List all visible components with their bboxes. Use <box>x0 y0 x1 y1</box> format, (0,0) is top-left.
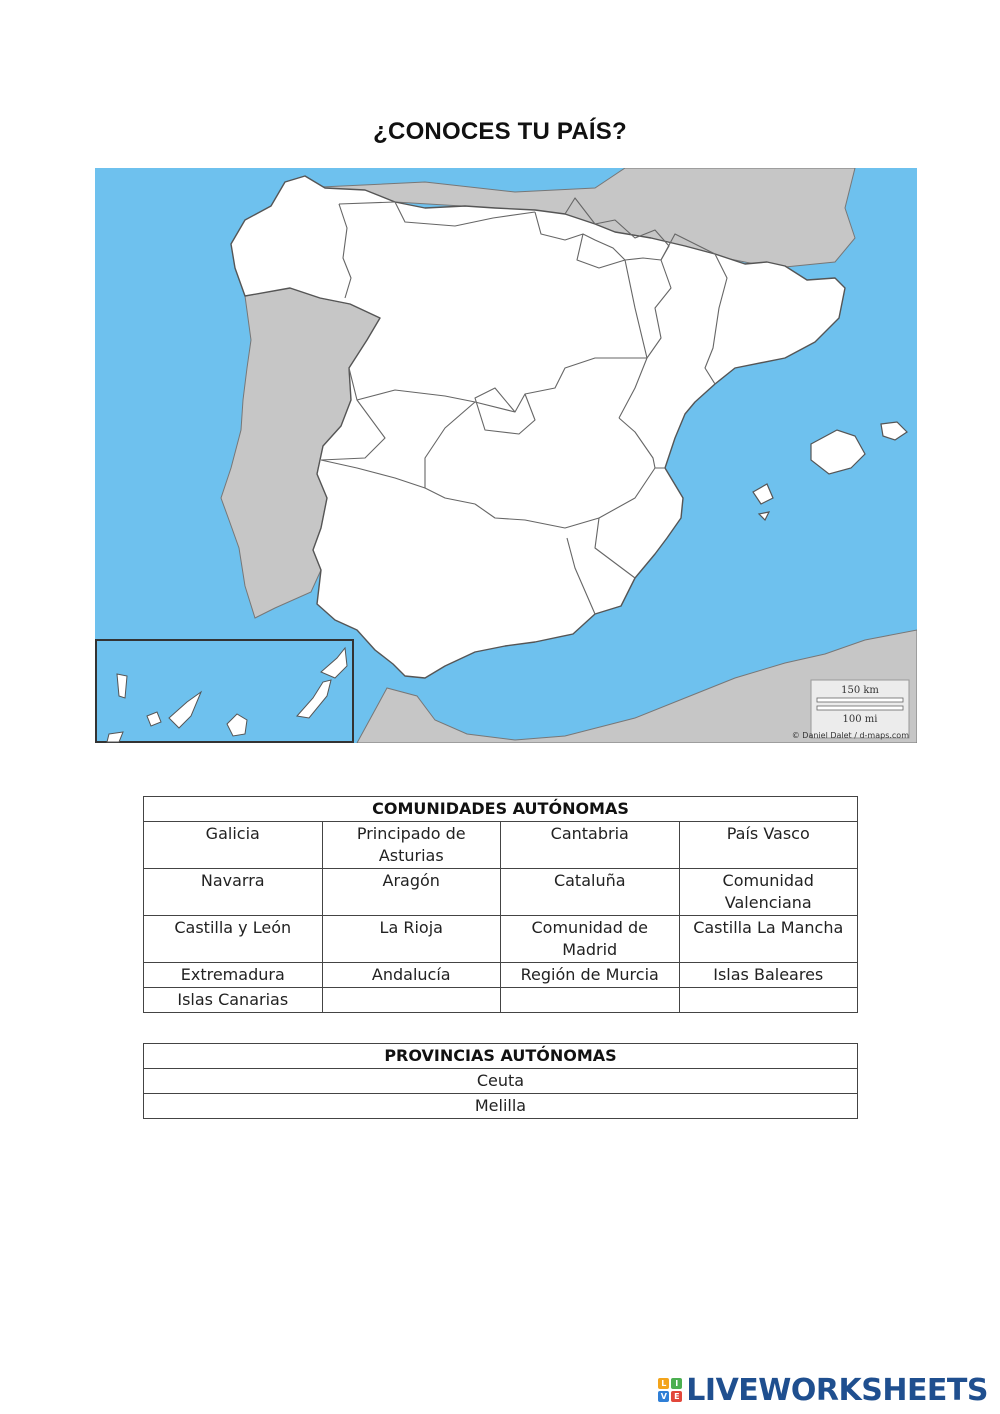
scale-mi-label: 100 mi <box>842 714 878 725</box>
logo-letter: V <box>658 1391 669 1402</box>
scale-km-label: 150 km <box>841 685 879 696</box>
table-cell: Comunidad de Madrid <box>501 916 680 963</box>
table-row <box>144 1094 858 1119</box>
table-cell: País Vasco <box>679 822 858 869</box>
logo-letter: E <box>671 1391 682 1402</box>
table-cell: Aragón <box>322 869 501 916</box>
table-cell: Castilla La Mancha <box>679 916 858 963</box>
table-cell <box>322 988 501 1013</box>
table-cell: Comunidad Valenciana <box>679 869 858 916</box>
table-cell: La Rioja <box>322 916 501 963</box>
table-cell <box>501 988 680 1013</box>
table-cell: Principado de Asturias <box>322 822 501 869</box>
comunidades-table <box>143 796 858 1013</box>
comunidades-header: COMUNIDADES AUTÓNOMAS <box>144 797 858 822</box>
provincias-table <box>143 1043 858 1119</box>
page-title: ¿CONOCES TU PAÍS? <box>373 118 627 145</box>
liveworksheets-logo[interactable] <box>658 1374 988 1406</box>
logo-letter: L <box>658 1378 669 1389</box>
logo-letter: I <box>671 1378 682 1389</box>
table-cell: Galicia <box>144 822 323 869</box>
table-cell: Cataluña <box>501 869 680 916</box>
table-cell: Extremadura <box>144 963 323 988</box>
table-row <box>144 988 858 1013</box>
table-row <box>144 1069 858 1094</box>
table-cell: Andalucía <box>322 963 501 988</box>
table-cell: Melilla <box>144 1094 858 1119</box>
table-cell <box>679 988 858 1013</box>
table-row <box>144 916 858 963</box>
table-row <box>144 963 858 988</box>
table-cell: Cantabria <box>501 822 680 869</box>
provincias-header: PROVINCIAS AUTÓNOMAS <box>144 1044 858 1069</box>
scale-bar <box>811 680 909 738</box>
logo-grid-icon <box>658 1378 682 1402</box>
map-credit: © Daniel Dalet / d-maps.com <box>791 731 909 740</box>
table-cell: Ceuta <box>144 1069 858 1094</box>
table-cell: Islas Canarias <box>144 988 323 1013</box>
table-cell: Región de Murcia <box>501 963 680 988</box>
table-row <box>144 822 858 869</box>
la-palma <box>117 674 127 698</box>
brand-name: LIVEWORKSHEETS <box>686 1372 988 1408</box>
spain-map <box>95 168 917 743</box>
table-cell: Navarra <box>144 869 323 916</box>
table-cell: Castilla y León <box>144 916 323 963</box>
table-cell: Islas Baleares <box>679 963 858 988</box>
table-row <box>144 869 858 916</box>
